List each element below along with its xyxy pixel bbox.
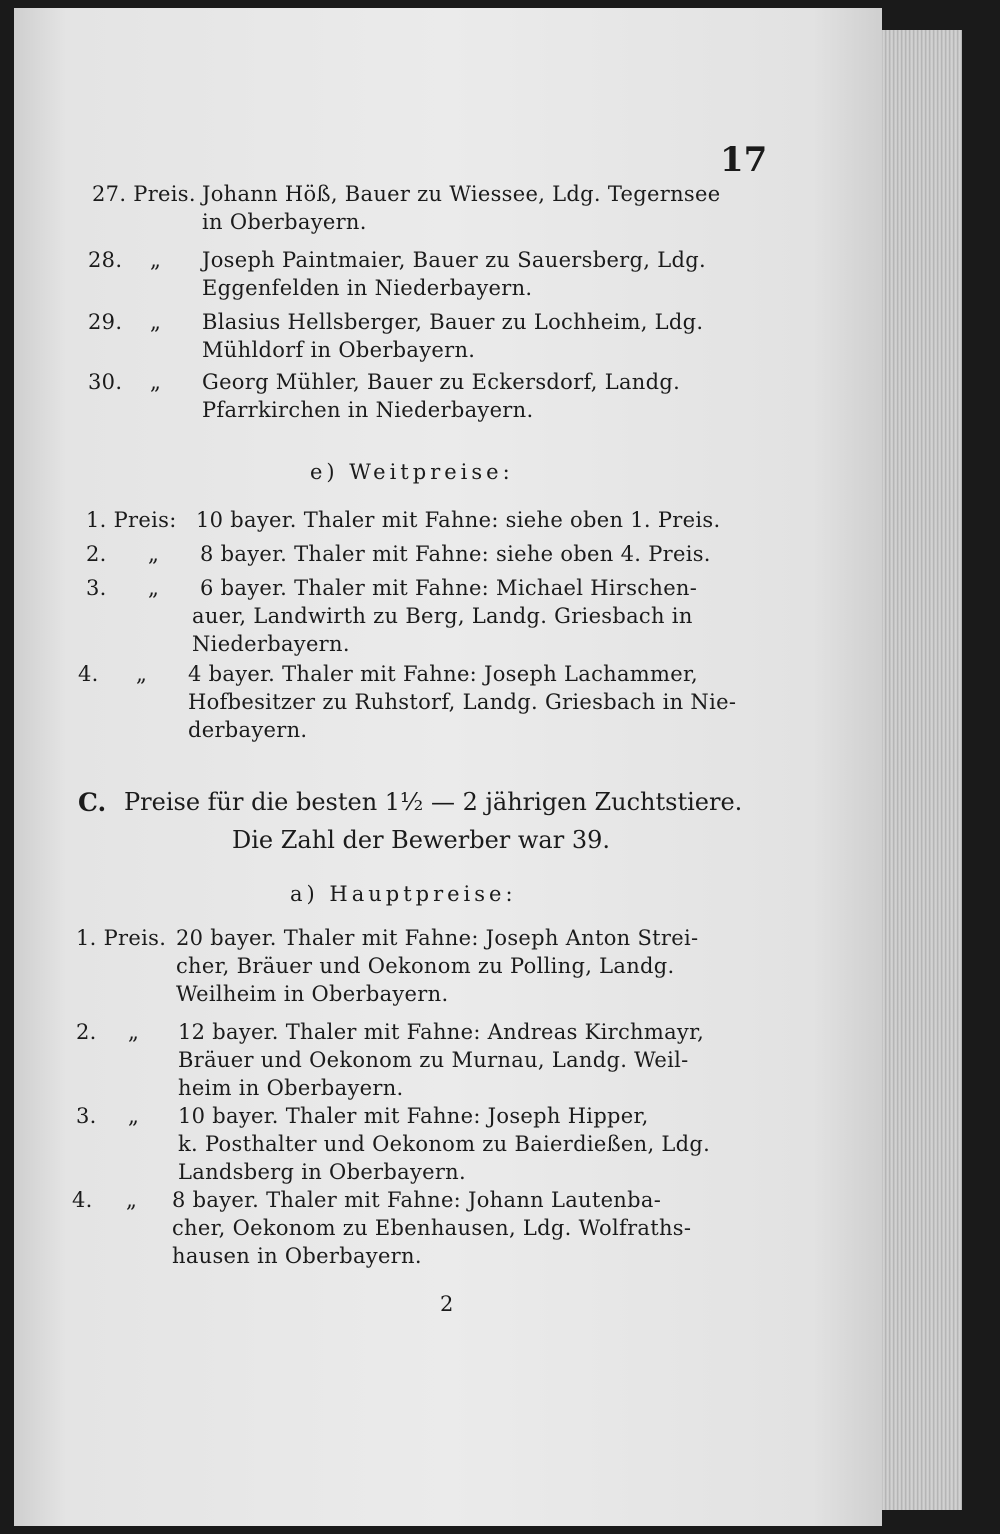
- haupt-2-ditto: „: [128, 1020, 140, 1044]
- entry-29-ditto: „: [150, 310, 162, 334]
- page-edges: [882, 30, 962, 1510]
- section-c-title-line-2: Die Zahl der Bewerber war 39.: [232, 826, 611, 854]
- weit-3-line-1: 6 bayer. Thaler mit Fahne: Michael Hirschen-: [200, 576, 698, 600]
- entry-30-line-1: Georg Mühler, Bauer zu Eckersdorf, Landg.: [202, 370, 681, 394]
- weit-3-line-3: Niederbayern.: [192, 632, 350, 656]
- entry-27-line-1: Johann Höß, Bauer zu Wiessee, Ldg. Tegernsee: [202, 182, 721, 206]
- haupt-4-line-2: cher, Oekonom zu Ebenhausen, Ldg. Wolfraths-: [172, 1216, 692, 1240]
- entry-28-line-2: Eggenfelden in Niederbayern.: [202, 276, 533, 300]
- haupt-1-line-1: 20 bayer. Thaler mit Fahne: Joseph Anton Strei-: [176, 926, 699, 950]
- haupt-3-line-2: k. Posthalter und Oekonom zu Baierdießen, Ldg.: [178, 1132, 711, 1156]
- haupt-3-line-3: Landsberg in Oberbayern.: [178, 1160, 466, 1184]
- page-number: 17: [720, 140, 768, 180]
- haupt-1-line-2: cher, Bräuer und Oekonom zu Polling, Landg.: [176, 954, 675, 978]
- weit-1-line-1: 10 bayer. Thaler mit Fahne: siehe oben 1. Preis.: [196, 508, 721, 532]
- weit-4-ditto: „: [136, 662, 148, 686]
- haupt-1-number: 1. Preis.: [76, 926, 167, 950]
- weit-2-ditto: „: [148, 542, 160, 566]
- haupt-2-line-2: Bräuer und Oekonom zu Murnau, Landg. Weil-: [178, 1048, 689, 1072]
- haupt-1-line-3: Weilheim in Oberbayern.: [176, 982, 449, 1006]
- section-e-title: e) Weitpreise:: [310, 460, 514, 484]
- weit-3-number: 3.: [86, 576, 107, 600]
- section-c-title-line-1: Preise für die besten 1½ — 2 jährigen Zuchtstiere.: [124, 788, 743, 816]
- signature-mark: 2: [440, 1292, 454, 1316]
- haupt-2-line-1: 12 bayer. Thaler mit Fahne: Andreas Kirchmayr,: [178, 1020, 705, 1044]
- haupt-3-line-1: 10 bayer. Thaler mit Fahne: Joseph Hipper,: [178, 1104, 649, 1128]
- entry-29-number: 29.: [88, 310, 123, 334]
- entry-30-line-2: Pfarrkirchen in Niederbayern.: [202, 398, 534, 422]
- entry-30-number: 30.: [88, 370, 123, 394]
- weit-3-line-2: auer, Landwirth zu Berg, Landg. Griesbach in: [192, 604, 693, 628]
- haupt-4-ditto: „: [126, 1188, 138, 1212]
- entry-27-number: 27. Preis.: [92, 182, 196, 206]
- haupt-4-number: 4.: [72, 1188, 93, 1212]
- haupt-4-line-1: 8 bayer. Thaler mit Fahne: Johann Lautenba-: [172, 1188, 662, 1212]
- entry-28-number: 28.: [88, 248, 123, 272]
- weit-4-number: 4.: [78, 662, 99, 686]
- haupt-2-number: 2.: [76, 1020, 97, 1044]
- entry-27-line-2: in Oberbayern.: [202, 210, 367, 234]
- weit-1-number: 1. Preis:: [86, 508, 177, 532]
- section-a-title: a) Hauptpreise:: [290, 882, 517, 906]
- haupt-2-line-3: heim in Oberbayern.: [178, 1076, 404, 1100]
- haupt-3-number: 3.: [76, 1104, 97, 1128]
- haupt-3-ditto: „: [128, 1104, 140, 1128]
- haupt-4-line-3: hausen in Oberbayern.: [172, 1244, 422, 1268]
- entry-29-line-2: Mühldorf in Oberbayern.: [202, 338, 476, 362]
- weit-2-number: 2.: [86, 542, 107, 566]
- weit-4-line-2: Hofbesitzer zu Ruhstorf, Landg. Griesbach in Nie-: [188, 690, 737, 714]
- weit-3-ditto: „: [148, 576, 160, 600]
- weit-2-line-1: 8 bayer. Thaler mit Fahne: siehe oben 4. Preis.: [200, 542, 711, 566]
- weit-4-line-1: 4 bayer. Thaler mit Fahne: Joseph Lachammer,: [188, 662, 698, 686]
- entry-28-ditto: „: [150, 248, 162, 272]
- section-c-letter: C.: [78, 788, 107, 817]
- weit-4-line-3: derbayern.: [188, 718, 308, 742]
- entry-28-line-1: Joseph Paintmaier, Bauer zu Sauersberg, Ldg.: [202, 248, 706, 272]
- entry-30-ditto: „: [150, 370, 162, 394]
- entry-29-line-1: Blasius Hellsberger, Bauer zu Lochheim, Ldg.: [202, 310, 704, 334]
